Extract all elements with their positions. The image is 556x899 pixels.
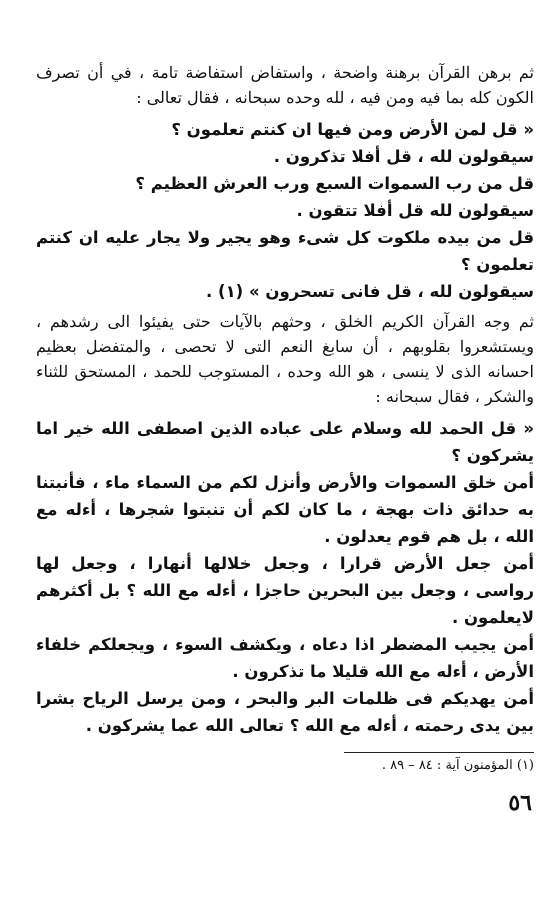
verse-line: أمن جعل الأرض قرارا ، وجعل خلالها أنهارا ، وجعل لها رواسى ، وجعل بين البحرين حاجزا ، أءله مع الله ؟ بل أكثرهم لايعلمون . bbox=[36, 554, 534, 627]
verse-line: سيقولون لله ، قل فانى تسحرون » (١) . bbox=[206, 282, 534, 301]
verse-line: أمن يجيب المضطر اذا دعاه ، ويكشف السوء ، ويجعلكم خلفاء الأرض ، أءله مع الله قليلا ما تذكرون . bbox=[36, 635, 534, 681]
verse-line: سيقولون لله قل أفلا تتقون . bbox=[296, 201, 534, 220]
verse-line: أمن يهديكم فى ظلمات البر والبحر ، ومن يرسل الرياح بشرا بين يدى رحمته ، أءله مع الله ؟ تعالى الله عما يشركون . bbox=[36, 689, 534, 735]
intro-paragraph: ثم برهن القرآن برهنة واضحة ، واستفاض استفاضة تامة ، في أن تصرف الكون كله بما فيه ومن فيه ، لله وحده سبحانه ، فقال تعالى : bbox=[36, 63, 534, 107]
verse-line: « قل الحمد لله وسلام على عباده الذين اصطفى الله خير اما يشركون ؟ bbox=[36, 419, 534, 465]
page-number: ٥٦ bbox=[508, 790, 532, 816]
middle-paragraph: ثم وجه القرآن الكريم الخلق ، وحثهم بالآيات حتى يفيئوا الى رشدهم ، ويستشعروا بقلوبهم ، أن سابغ النعم التى لا تحصى ، والمتفضل بعظيم احسانه الذى لا ينسى ، هو الله وحده ، المستوجب للحمد ، المستحق للثناء والشكر ، فقال سبحانه : bbox=[36, 312, 534, 406]
verse-line: قل من بيده ملكوت كل شىء وهو يجير ولا يجار عليه ان كنتم تعلمون ؟ bbox=[36, 228, 534, 274]
verse-block-1 bbox=[36, 116, 534, 305]
verse-line: قل من رب السموات السبع ورب العرش العظيم ؟ bbox=[135, 174, 534, 193]
verse-line: سيقولون لله ، قل أفلا تذكرون . bbox=[273, 147, 534, 166]
verse-block-2 bbox=[36, 415, 534, 739]
page-body bbox=[36, 60, 534, 743]
footnote: (١) المؤمنون آية : ٨٤ – ٨٩ . bbox=[381, 758, 534, 773]
verse-line: « قل لمن الأرض ومن فيها ان كنتم تعلمون ؟ bbox=[171, 120, 534, 139]
verse-line: أمن خلق السموات والأرض وأنزل لكم من السماء ماء ، فأنبتنا به حدائق ذات بهجة ، ما كان لكم أن تنبتوا شجرها ، أءله مع الله ، بل هم قوم يعدلون . bbox=[36, 473, 534, 546]
footnote-divider bbox=[344, 752, 534, 753]
